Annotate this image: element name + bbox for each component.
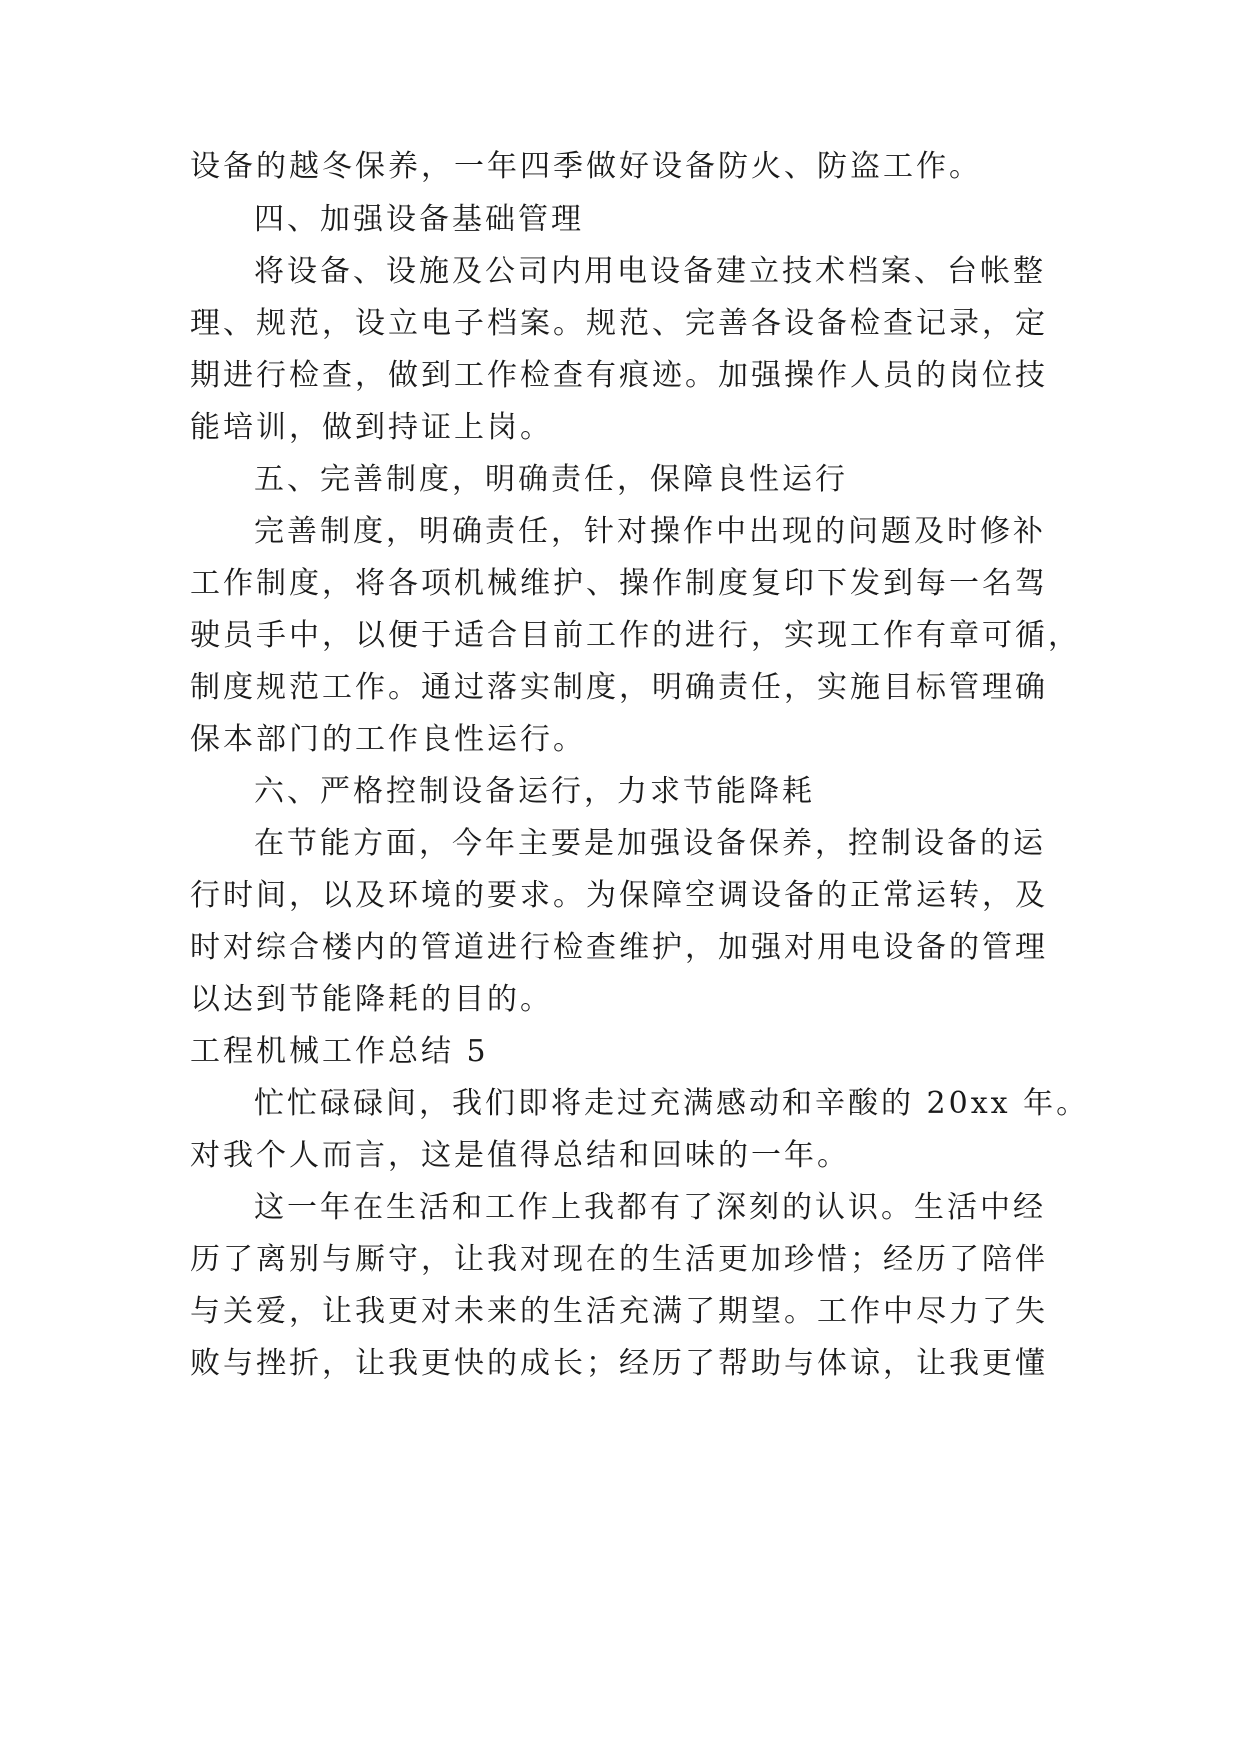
body-line: 对我个人而言，这是值得总结和回味的一年。: [190, 1138, 850, 1173]
body-line: 制度规范工作。通过落实制度，明确责任，实施目标管理确: [190, 670, 1048, 705]
document-title: 工程机械工作总结 5: [190, 1034, 489, 1069]
body-line: 在节能方面，今年主要是加强设备保养，控制设备的运: [254, 826, 1046, 861]
body-line: 这一年在生活和工作上我都有了深刻的认识。生活中经: [254, 1190, 1046, 1225]
body-line: 能培训，做到持证上岗。: [190, 410, 553, 445]
body-line: 以达到节能降耗的目的。: [190, 982, 553, 1017]
section-heading: 五、完善制度，明确责任，保障良性运行: [254, 462, 848, 497]
body-line: 败与挫折，让我更快的成长；经历了帮助与体谅，让我更懂: [190, 1346, 1048, 1381]
body-line: 期进行检查，做到工作检查有痕迹。加强操作人员的岗位技: [190, 358, 1048, 393]
body-line: 理、规范，设立电子档案。规范、完善各设备检查记录，定: [190, 306, 1048, 341]
body-line: 保本部门的工作良性运行。: [190, 722, 586, 757]
body-line: 设备的越冬保养，一年四季做好设备防火、防盗工作。: [190, 149, 982, 184]
body-line: 忙忙碌碌间，我们即将走过充满感动和辛酸的 20xx 年。: [254, 1086, 1090, 1121]
body-line: 时对综合楼内的管道进行检查维护，加强对用电设备的管理: [190, 930, 1048, 965]
body-line: 历了离别与厮守，让我对现在的生活更加珍惜；经历了陪伴: [190, 1242, 1048, 1277]
body-line: 驶员手中，以便于适合目前工作的进行，实现工作有章可循，: [190, 618, 1081, 653]
section-heading: 四、加强设备基础管理: [254, 202, 584, 237]
body-line: 将设备、设施及公司内用电设备建立技术档案、台帐整: [254, 254, 1046, 289]
body-line: 行时间，以及环境的要求。为保障空调设备的正常运转，及: [190, 878, 1048, 913]
body-line: 完善制度，明确责任，针对操作中出现的问题及时修补: [254, 514, 1046, 549]
body-line: 工作制度，将各项机械维护、操作制度复印下发到每一名驾: [190, 566, 1048, 601]
body-line: 与关爱，让我更对未来的生活充满了期望。工作中尽力了失: [190, 1294, 1048, 1329]
section-heading: 六、严格控制设备运行，力求节能降耗: [254, 774, 815, 809]
